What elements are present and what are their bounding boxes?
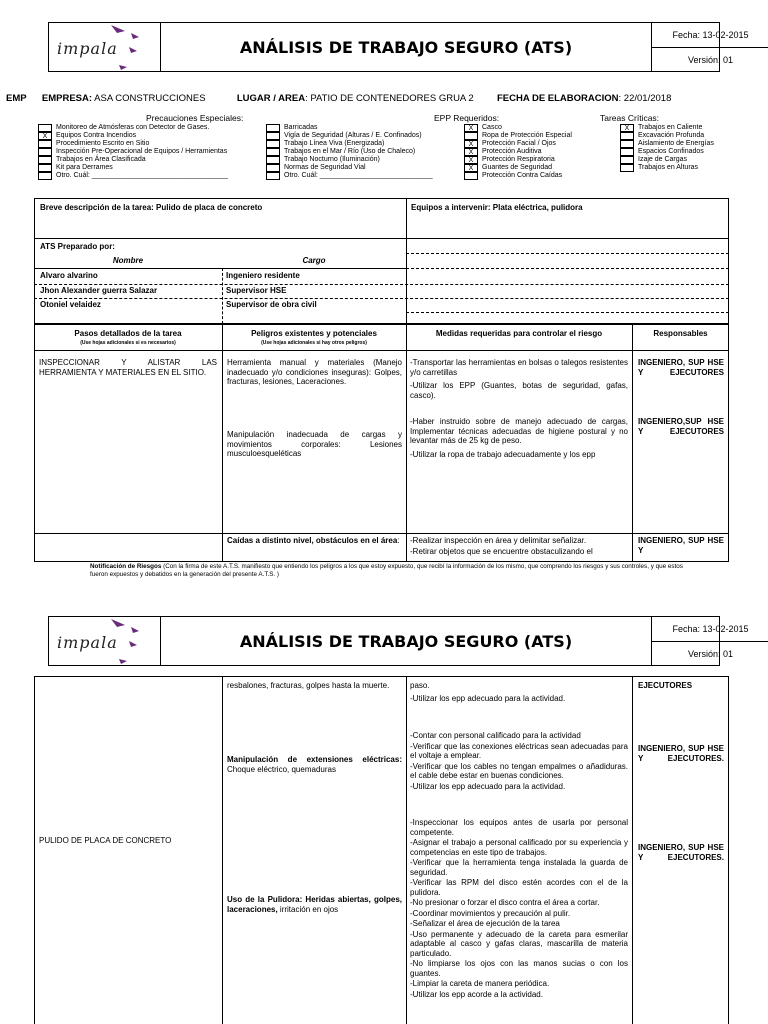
epp-checkbox[interactable]: X <box>464 148 478 156</box>
tarea-critica-checkbox[interactable] <box>620 164 634 172</box>
precaucion-item <box>266 156 433 164</box>
precaucion-item <box>38 156 228 164</box>
medida-item: -Señalizar el área de ejecución de la tarea <box>410 919 560 928</box>
medida-item: -Contar con personal calificado para la actividad <box>410 731 581 740</box>
precaucion-label: Procedimiento Escrito en Sitio <box>56 140 150 147</box>
medida-item: -Utilizar los epp adecuado para la actividad. <box>410 781 566 791</box>
nombre-header: Nombre <box>112 256 144 265</box>
medida-cont-1: paso. <box>410 681 430 690</box>
peligro-cont: resbalones, fracturas, golpes hasta la muerte. <box>227 681 390 690</box>
tarea-critica-item <box>620 148 714 156</box>
precaucion-label: Trabajos en el Mar / Río (Uso de Chaleco) <box>284 148 416 155</box>
precaucion-checkbox[interactable] <box>266 156 280 164</box>
responsable-2: INGENIERO,SUP HSE Y EJECUTORES <box>638 417 724 436</box>
version-label: Versión: 01 <box>652 47 768 71</box>
tarea-critica-checkbox[interactable] <box>620 148 634 156</box>
epp-checkbox[interactable]: X <box>464 164 478 172</box>
precaucion-item <box>266 172 433 180</box>
precauciones-col1 <box>38 124 228 180</box>
peligro-1: Herramienta manual y materiales (Manejo inadecuado y/o condiciones inseguras): Golpes, fracturas, lesiones, Laceraciones. <box>227 358 402 386</box>
lugar-label: LUGAR / AREA <box>236 93 306 104</box>
tarea-critica-checkbox[interactable] <box>620 132 634 140</box>
logo-text-2: impala <box>57 633 118 652</box>
precaucion-checkbox[interactable] <box>266 172 280 180</box>
epp-checkbox[interactable]: X <box>464 140 478 148</box>
tarea-critica-label: Espacios Confinados <box>638 148 704 155</box>
precaucion-checkbox[interactable] <box>38 164 52 172</box>
fecha-elab-value: : 22/01/2018 <box>618 93 672 104</box>
precaucion-item <box>38 164 228 172</box>
tarea-critica-item <box>620 156 714 164</box>
emp-label: EMP <box>6 93 27 104</box>
medida-item: -Asignar el trabajo a personal calificado por su experiencia y competencias en este tipo de trabajos. <box>410 838 628 857</box>
precaucion-label: Trabajos en Área Clasificada <box>56 156 146 163</box>
epp-list <box>464 124 572 180</box>
tarea-critica-item <box>620 164 714 172</box>
empresa-value: ASA CONSTRUCCIONES <box>94 93 206 104</box>
peligro-4-rest: Choque eléctrico, quemaduras <box>227 764 336 774</box>
peligro-5-bold: Uso de la Pulidora: Heridas abiertas, golpes, laceraciones, <box>227 895 402 914</box>
peligro-5 <box>227 895 402 914</box>
responsable-5: INGENIERO, SUP HSE Y EJECUTORES. <box>638 843 724 862</box>
person-row <box>34 270 406 285</box>
epp-item <box>464 164 572 172</box>
precaucion-label: Monitoreo de Atmósferas con Detector de Gases. <box>56 124 210 131</box>
paso-1: INSPECCIONAR Y ALISTAR LAS HERRAMIENTA Y MATERIALES EN EL SITIO. <box>39 358 217 377</box>
page-title: ANÁLISIS DE TRABAJO SEGURO (ATS) <box>239 37 573 57</box>
precaucion-item <box>38 148 228 156</box>
epp-label: Casco <box>482 124 502 131</box>
epp-item <box>464 132 572 140</box>
person-name: Jhon Alexander guerra Salazar <box>40 285 158 295</box>
peligro-2: Manipulación inadecuada de cargas y movimientos corporales: Lesiones musculoesqueléticas <box>227 430 402 458</box>
col-responsables: Responsables <box>653 329 708 338</box>
epp-label: Protección Respiratoria <box>482 156 555 163</box>
tarea-critica-checkbox[interactable] <box>620 140 634 148</box>
medida-1b: -Utilizar los EPP (Guantes, botas de seguridad, gafas, casco). <box>410 381 628 400</box>
precaucion-checkbox[interactable] <box>38 148 52 156</box>
fecha-elab-label: FECHA DE ELABORACION <box>496 93 619 104</box>
medida-item: -Verificar las RPM del disco estén acordes con el de la pulidora. <box>410 878 628 897</box>
medida-item: -Verificar que los cables no tengan empalmes o añadiduras. el cable debe estar en buenas condiciones. <box>410 761 628 780</box>
lugar-value: : PATIO DE CONTENEDORES GRUA 2 <box>305 93 474 104</box>
medida-item: -Coordinar movimientos y precaución al pulir. <box>410 908 571 918</box>
medida-3a: -Realizar inspección en área y delimitar señalizar. <box>410 536 587 545</box>
col-pasos-label: Pasos detallados de la tarea <box>74 329 182 338</box>
tareas-list <box>620 124 714 172</box>
tarea-critica-item <box>620 124 714 132</box>
epp-label: Protección Auditiva <box>482 148 542 155</box>
document-header-2 <box>48 616 749 666</box>
precaucion-label: Normas de Seguridad Vial <box>284 164 366 171</box>
precauciones-title: Precauciones Especiales: <box>146 113 244 123</box>
tarea-critica-item <box>620 132 714 140</box>
precaucion-item <box>266 164 433 172</box>
paso-2: PULIDO DE PLACA DE CONCRETO <box>39 836 172 845</box>
precaucion-checkbox[interactable] <box>38 156 52 164</box>
person-cargo: Supervisor HSE <box>226 285 287 295</box>
tarea-critica-label: Izaje de Cargas <box>638 156 688 163</box>
precaucion-checkbox[interactable] <box>266 132 280 140</box>
medida-item: -Utilizar los epp acorde a la actividad. <box>410 989 543 999</box>
medida-item: -No presionar o forzar el disco contra el área a cortar. <box>410 898 600 907</box>
epp-item <box>464 124 572 132</box>
tarea-critica-label: Trabajos en Alturas <box>638 164 699 171</box>
document-meta <box>651 23 768 71</box>
tarea-critica-label: Aislamiento de Energías <box>638 140 714 147</box>
responsable-1: INGENIERO, SUP HSE Y EJECUTORES <box>638 358 724 377</box>
col-pasos-sub: (Use hojas adicionales si es necesarios) <box>80 339 176 346</box>
fecha-label-2: Fecha: 13-02-2015 <box>672 624 749 634</box>
tarea-critica-label: Excavación Profunda <box>638 132 705 139</box>
person-cargo: Ingeniero residente <box>226 271 300 280</box>
document-header <box>48 22 749 72</box>
tarea-critica-label: Trabajos en Caliente <box>638 124 703 131</box>
col-pasos <box>34 329 222 348</box>
epp-item <box>464 172 572 180</box>
fecha-label: Fecha: 13-02-2015 <box>672 30 749 40</box>
precaucion-label: Kit para Derrames <box>56 164 113 171</box>
page-title-2: ANÁLISIS DE TRABAJO SEGURO (ATS) <box>239 631 573 651</box>
precaucion-checkbox[interactable]: X <box>38 132 52 140</box>
peligro-3-rest: : <box>397 536 400 545</box>
epp-item <box>464 140 572 148</box>
cargo-header: Cargo <box>302 256 326 265</box>
tarea-critica-item <box>620 140 714 148</box>
person-name: Alvaro alvarino <box>40 271 98 280</box>
peligro-4 <box>227 755 402 774</box>
person-name: Otoniel velaidez <box>40 300 101 309</box>
medida-2a: -Haber instruido sobre de manejo adecuado de cargas, Implementar técnicas adecuadas de higiene postural y no levantar más de 25 kg de peso. <box>410 417 628 445</box>
tareas-title: Tareas Críticas: <box>600 113 660 123</box>
epp-label: Ropa de Protección Especial <box>482 132 572 139</box>
responsable-3: INGENIERO, SUP HSE Y <box>638 536 724 555</box>
medida-cont-2: -Utilizar los epp adecuado para la actividad. <box>410 694 566 703</box>
task-description: Breve descripción de la tarea: Pulido de placa de concreto <box>40 203 263 212</box>
precaucion-checkbox[interactable] <box>38 172 52 180</box>
precaucion-label: Trabajo Línea Viva (Energizada) <box>284 140 385 147</box>
precaucion-label: Trabajo Nocturno (Iluminación) <box>284 156 380 163</box>
responsable-cont: EJECUTORES <box>638 681 693 690</box>
epp-checkbox[interactable] <box>464 172 478 180</box>
col-peligros <box>222 329 406 348</box>
precaucion-item <box>38 124 228 132</box>
medida-3b: -Retirar objetos que se encuentre obstaculizando el <box>410 547 593 556</box>
notification-text: (Con la firma de este A.T.S. manifiesto que entiendo los peligros a los que estoy expuesto, que recibí la información de los mismo, que comprendo los riesgos y sus controles, y que estos fueron expuestos y debatidos en la generación del presente A.T.S. ) <box>90 563 683 578</box>
precaucion-checkbox[interactable] <box>38 140 52 148</box>
impala-logo <box>49 23 161 71</box>
equipment-description: Equipos a intervenir: Plata eléctrica, pulidora <box>411 203 583 212</box>
responsable-4: INGENIERO, SUP HSE Y EJECUTORES. <box>638 744 724 763</box>
precaucion-checkbox[interactable] <box>38 124 52 132</box>
epp-label: Protección Facial / Ojos <box>482 140 556 147</box>
medida-item: -Uso permanente y adecuado de la careta para esmerilar adaptable al casco y gafas claras, mascarilla de materia particulado. <box>410 929 628 958</box>
version-label-2: Versión: 01 <box>652 641 768 665</box>
col-peligros-sub: (Use hojas adicionales si hay otros peligros) <box>261 339 367 346</box>
person-cargo: Supervisor de obra civil <box>226 300 317 309</box>
precaucion-checkbox[interactable] <box>266 124 280 132</box>
epp-checkbox[interactable] <box>464 132 478 140</box>
col-medidas: Medidas requeridas para controlar el riesgo <box>435 329 603 338</box>
epp-title: EPP Requeridos: <box>434 113 500 123</box>
medida-item: -Inspeccionar los equipos antes de usarla por personal competente. <box>410 818 628 837</box>
medidas-4 <box>410 731 628 792</box>
peligro-3 <box>227 536 402 546</box>
notification-label: Notificación de Riesgos <box>90 563 162 570</box>
precaucion-item <box>38 172 228 180</box>
peligro-4-bold: Manipulación de extensiones eléctricas: <box>227 755 402 764</box>
epp-item <box>464 148 572 156</box>
document-meta-2 <box>651 617 768 665</box>
peligro-5-rest: irritación en ojos <box>277 904 339 914</box>
precaucion-label: Barricadas <box>284 124 318 131</box>
epp-checkbox[interactable]: X <box>464 124 478 132</box>
epp-item <box>464 156 572 164</box>
medida-item: -Verificar que las conexiones eléctricas sean adecuadas para el voltaje a emplear. <box>410 741 628 760</box>
precaucion-label: Inspección Pre-Operacional de Equipos / Herramientas <box>56 148 228 155</box>
precauciones-col2 <box>266 124 433 180</box>
risk-notification <box>90 563 702 579</box>
logo-text: impala <box>57 39 118 58</box>
empresa-label: EMPRESA: <box>41 93 93 104</box>
people-list <box>34 270 406 314</box>
col-peligros-label: Peligros existentes y potenciales <box>251 329 377 338</box>
peligro-3-bold: Caídas a distinto nivel, obstáculos en el área <box>227 536 398 545</box>
medida-item: -Limpiar la careta de manera periódica. <box>410 979 550 988</box>
precaucion-label: Vigía de Seguridad (Alturas / E. Confinados) <box>284 132 422 139</box>
precaucion-checkbox[interactable] <box>266 148 280 156</box>
person-row <box>34 285 406 300</box>
precaucion-checkbox[interactable] <box>266 164 280 172</box>
info-line <box>6 93 671 104</box>
tarea-critica-checkbox[interactable] <box>620 156 634 164</box>
precaucion-label: Equipos Contra Incendios <box>56 132 137 139</box>
medida-1a: -Transportar las herramientas en bolsas o talegos resistentes y/o carretillas <box>410 358 628 377</box>
medidas-5 <box>410 818 628 1000</box>
precaucion-label: Otro. Cuál: _____________________________ <box>284 172 433 179</box>
epp-label: Protección Contra Caídas <box>482 172 563 179</box>
medida-item: -No limpiarse los ojos con las manos sucias o con los guantes. <box>410 959 628 978</box>
impala-logo-2 <box>49 617 161 665</box>
precaucion-checkbox[interactable] <box>266 140 280 148</box>
prepared-by-label: ATS Preparado por: <box>40 242 115 251</box>
tarea-critica-checkbox[interactable]: X <box>620 124 634 132</box>
medida-item: -Verificar que la herramienta tenga instalada la guarda de seguridad. <box>410 858 628 877</box>
epp-label: Guantes de Seguridad <box>482 164 553 171</box>
precaucion-label: Otro. Cuál: ___________________________________ <box>56 172 229 179</box>
precaucion-item <box>266 140 433 148</box>
precaucion-item <box>266 124 433 132</box>
precaucion-item <box>38 132 228 140</box>
precaucion-item <box>266 132 433 140</box>
precaucion-item <box>266 148 433 156</box>
medida-2b: -Utilizar la ropa de trabajo adecuadamente y los epp <box>410 450 596 459</box>
precaucion-item <box>38 140 228 148</box>
epp-checkbox[interactable]: X <box>464 156 478 164</box>
person-row <box>34 299 406 314</box>
